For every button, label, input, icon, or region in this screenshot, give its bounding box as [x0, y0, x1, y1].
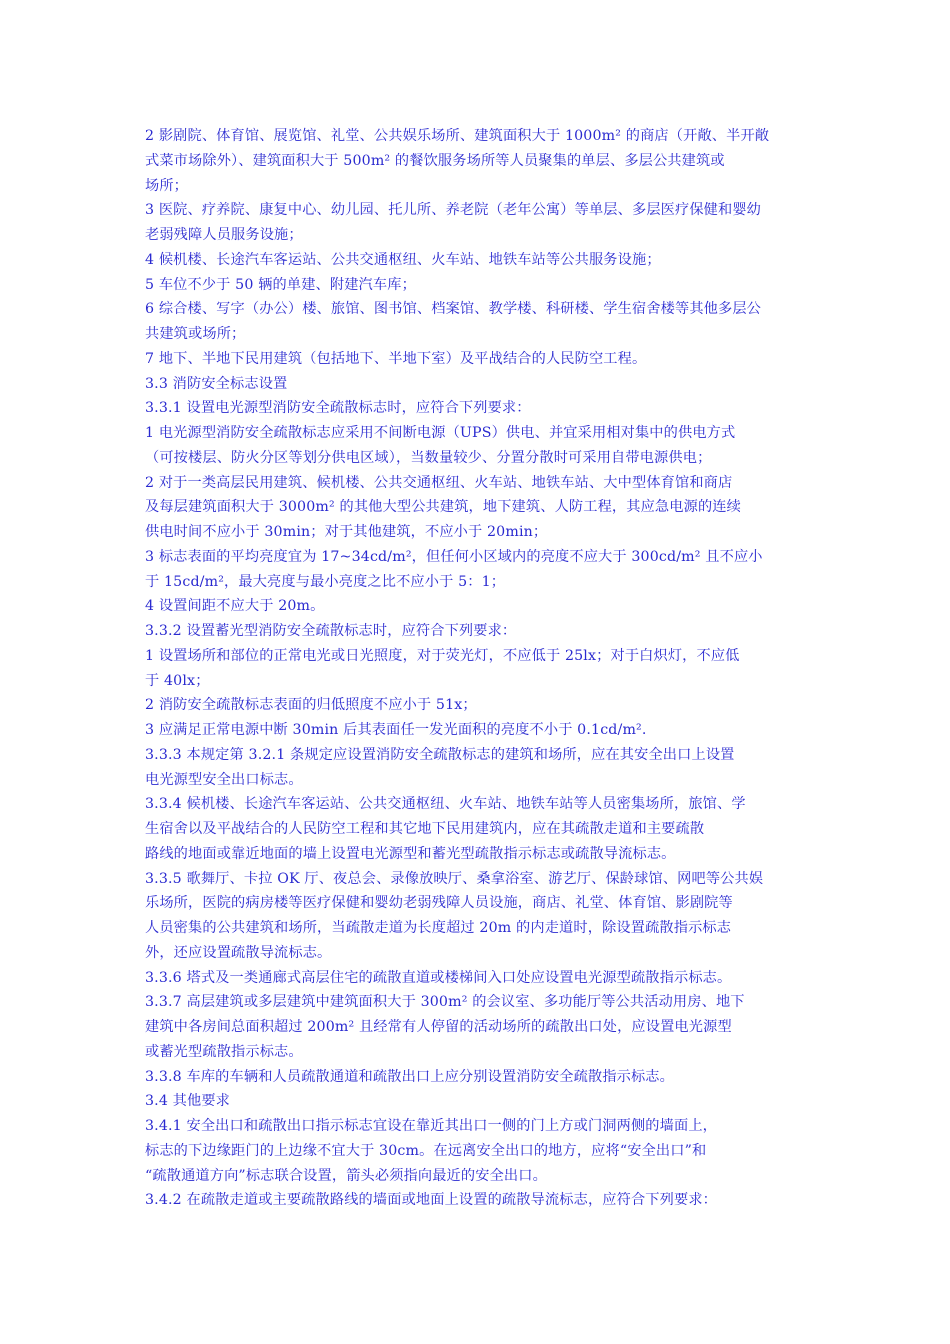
document-body [145, 124, 815, 1213]
text-line: 于 40lx； [145, 672, 210, 689]
section-heading: 3.3 消防安全标志设置 [145, 375, 288, 392]
text-line: 3 应满足正常电源中断 30min 后其表面任一发光面积的亮度不小于 0.1cd/m². [145, 722, 647, 738]
clause-line: 3.4.2 在疏散走道或主要疏散路线的墙面或地面上设置的疏散导流标志，应符合下列要求： [145, 1192, 717, 1209]
text-line: 5 车位不少于 50 辆的单建、附建汽车库； [145, 276, 416, 293]
text-line: 2 对于一类高层民用建筑、候机楼、公共交通枢纽、火车站、地铁车站、大中型体育馆和商店 [145, 474, 733, 491]
text-line: 外，还应设置疏散导流标志。 [145, 944, 332, 961]
text-line: 老弱残障人员服务设施； [145, 227, 303, 243]
text-line: 式菜市场除外）、建筑面积大于 500m² 的餐饮服务场所等人员聚集的单层、多层公共建筑或 [145, 152, 725, 169]
clause-line: 3.3.4 候机楼、长途汽车客运站、公共交通枢纽、火车站、地铁车站等人员密集场所，旅馆、学 [145, 796, 746, 813]
clause-line: 3.3.7 高层建筑或多层建筑中建筑面积大于 300m² 的会议室、多功能厅等公共活动用房、地下 [145, 994, 745, 1011]
text-line: 2 影剧院、体育馆、展览馆、礼堂、公共娱乐场所、建筑面积大于 1000m² 的商店（开敞、半开敞 [145, 128, 770, 144]
text-line: 2 消防安全疏散标志表面的归低照度不应小于 51x； [145, 697, 477, 714]
clause-line: 3.3.8 车库的车辆和人员疏散通道和疏散出口上应分别设置消防安全疏散指示标志。 [145, 1068, 674, 1085]
text-line: “疏散通道方向”标志联合设置，箭头必须指向最近的安全出口。 [145, 1167, 547, 1184]
text-line: 1 设置场所和部位的正常电光或日光照度，对于荧光灯，不应低于 25lx；对于白炽灯，不应低 [145, 647, 740, 664]
clause-heading: 3.3.1 设置电光源型消防安全疏散标志时，应符合下列要求： [145, 400, 531, 417]
text-line: 共建筑或场所； [145, 326, 246, 342]
text-line: 乐场所，医院的病房楼等医疗保健和婴幼老弱残障人员设施，商店、礼堂、体育馆、影剧院等 [145, 895, 733, 912]
clause-line: 3.3.6 塔式及一类通廊式高层住宅的疏散直道或楼梯间入口处应设置电光源型疏散指示标志。 [145, 969, 732, 986]
text-line: 3 标志表面的平均亮度宜为 17~34cd/m²，但任何小区域内的亮度不应大于 300cd/m² 且不应小 [145, 548, 763, 565]
clause-heading: 3.3.2 设置蓄光型消防安全疏散标志时，应符合下列要求： [145, 623, 517, 639]
clause-line: 3.3.3 本规定第 3.2.1 条规定应设置消防安全疏散标志的建筑和场所，应在其安全出口上设置 [145, 746, 735, 763]
text-line: 1 电光源型消防安全疏散标志应采用不间断电源（UPS）供电、并宜采用相对集中的供电方式 [145, 425, 736, 441]
clause-line: 3.4.1 安全出口和疏散出口指示标志宜设在靠近其出口一侧的门上方或门洞两侧的墙面上， [145, 1118, 717, 1134]
text-line: 建筑中各房间总面积超过 200m² 且经常有人停留的活动场所的疏散出口处，应设置电光源型 [145, 1019, 732, 1035]
text-line: 或蓄光型疏散指示标志。 [145, 1043, 303, 1060]
text-line: 4 设置间距不应大于 20m。 [145, 598, 325, 615]
text-line: 4 候机楼、长途汽车客运站、公共交通枢纽、火车站、地铁车站等公共服务设施； [145, 251, 661, 268]
text-line: 标志的下边缘距门的上边缘不宜大于 30cm。在远离安全出口的地方，应将“安全出口”和 [145, 1142, 707, 1159]
text-line: 场所； [145, 177, 189, 194]
clause-line: 3.3.5 歌舞厅、卡拉 OK 厅、夜总会、录像放映厅、桑拿浴室、游艺厅、保龄球馆、网吧等公共娱 [145, 870, 764, 887]
text-line: 7 地下、半地下民用建筑（包括地下、半地下室）及平战结合的人民防空工程。 [145, 350, 647, 367]
text-line: 及每层建筑面积大于 3000m² 的其他大型公共建筑，地下建筑、人防工程，其应急电源的连续 [145, 499, 741, 516]
text-line: 于 15cd/m²，最大亮度与最小亮度之比不应小于 5：1； [145, 573, 506, 590]
text-line: 供电时间不应小于 30min；对于其他建筑，不应小于 20min； [145, 524, 548, 540]
text-line: （可按楼层、防火分区等划分供电区域），当数量较少、分置分散时可采用自带电源供电； [145, 449, 712, 466]
text-line: 生宿舍以及平战结合的人民防空工程和其它地下民用建筑内，应在其疏散走道和主要疏散 [145, 821, 705, 837]
section-heading: 3.4 其他要求 [145, 1093, 231, 1110]
text-line: 6 综合楼、写字（办公）楼、旅馆、图书馆、档案馆、教学楼、科研楼、学生宿舍楼等其他多层公 [145, 301, 762, 318]
text-line: 3 医院、疗养院、康复中心、幼儿园、托儿所、养老院（老年公寓）等单层、多层医疗保健和婴幼 [145, 202, 762, 219]
text-line: 人员密集的公共建筑和场所，当疏散走道为长度超过 20m 的内走道时，除设置疏散指示标志 [145, 920, 732, 936]
text-line: 电光源型安全出口标志。 [145, 771, 303, 788]
text-line: 路线的地面或靠近地面的墙上设置电光源型和蓄光型疏散指示标志或疏散导流标志。 [145, 845, 676, 862]
